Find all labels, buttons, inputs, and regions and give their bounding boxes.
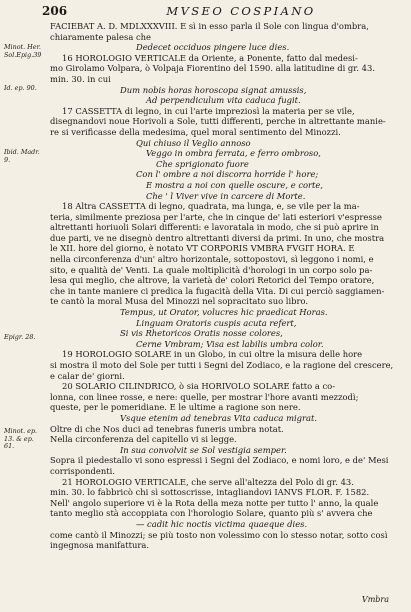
text-line: e calar de' giorni. bbox=[50, 370, 125, 381]
text-line: Oltre di che Nos duci ad tenebras funeris umbra notat. bbox=[50, 423, 284, 434]
margin-note: Epigr. 28. bbox=[4, 333, 36, 341]
text-line: tanto meglio stà accoppiata con l'horologio Solare, quanto più s' avvera che bbox=[50, 508, 373, 519]
text-line: Nell' angolo superiore vi è la Rota della meza notte per tutto l' anno, la quale bbox=[50, 497, 379, 508]
text-line: Nella circonferenza del capitello vi si legge. bbox=[50, 434, 237, 445]
text-line: sito, e qualità de' Venti. La quale moltiplicità d'horologi in un corpo solo pa- bbox=[50, 264, 373, 275]
text-line: corrispondenti. bbox=[50, 465, 115, 476]
text-line: chiaramente palesa che bbox=[50, 31, 152, 42]
catchword: Vmbra bbox=[361, 595, 389, 605]
margin-note: Minot. Her. Sol.Epig.39 bbox=[4, 43, 42, 59]
verse-line: Veggo in ombra ferrata, e ferro ombroso, bbox=[146, 148, 321, 159]
text-line: min. 30. lo fabbricò chi sì sottoscrisse, intagliandovi IANVS FLOR. F. 1582. bbox=[50, 487, 370, 498]
text-line: lesa qui meglio, che altrove, la varietà de' colori Retorici del Tempo oratore, bbox=[50, 275, 375, 286]
verse-line: Qui chiuso il Veglio annoso bbox=[136, 137, 251, 148]
verse-line: Linguam Oratoris cuspis acuta refert, bbox=[136, 317, 297, 328]
text-line: re si verificasse della medesima, quel moral sentimento del Minozzi. bbox=[50, 126, 341, 137]
text-body bbox=[50, 21, 400, 551]
text-line: 16 HOROLOGIO VERTICALE da Oriente, a Ponente, fatto dal medesi- bbox=[62, 52, 358, 63]
verse-line: — cadit hic noctis victima quaeque dies. bbox=[136, 518, 308, 529]
text-line: nella circonferenza d'un' altro horizontale, sottopostovi, sì leggono i nomi, e bbox=[50, 254, 374, 265]
verse-line: Vsque etenim ad tenebras Vita caduca migrat. bbox=[120, 412, 318, 423]
text-line: 19 HOROLOGIO SOLARE in un Globo, in cui oltre la misura delle hore bbox=[62, 349, 363, 360]
text-line: teria, similmente preziosa per l'arte, che in cinque de' lati esteriori v'espresse bbox=[50, 211, 382, 222]
text-line: 21 HOROLOGIO VERTICALE, che serve all'altezza del Polo di gr. 43. bbox=[62, 476, 354, 487]
text-line: che in tante maniere ci predica la fugacità della Vita. Di cui perciò saggiamen- bbox=[50, 285, 385, 296]
verse-line: E mostra a noi con quelle oscure, e corte, bbox=[146, 179, 324, 190]
verse-line: Si vis Rhetoricos Oratis nosse colores, bbox=[120, 328, 283, 339]
verse-line: Che sprigionato fuore bbox=[156, 158, 249, 169]
running-title: MVSEO COSPIANO bbox=[166, 4, 316, 18]
text-line: ingegnosa manifattura. bbox=[50, 540, 150, 551]
page-header bbox=[30, 6, 392, 20]
text-line: min. 30. in cui bbox=[50, 73, 111, 84]
text-line: te cantò la moral Musa del Minozzi nel sopracitato suo libro. bbox=[50, 296, 309, 307]
verse-line: Cerne Vmbram; Visa est labilis umbra color. bbox=[136, 338, 324, 349]
text-line: 20 SOLARIO CILINDRICO, ò sia HORIVOLO SOLARE fatto a co- bbox=[62, 381, 336, 392]
text-line: disegnandovi noue Horivoli a Sole, tutti differenti, perche in altrettante manie- bbox=[50, 116, 386, 127]
text-line: altrettanti horiuoli Solari differenti: e lavoratala in modo, che si può aprire in bbox=[50, 222, 379, 233]
text-line: 17 CASSETTA di legno, in cui l'arte impreziosì la materia per se vile, bbox=[62, 105, 355, 116]
text-line: Sopra il piedestallo vi sono espressi i Segni del Zodiaco, e nomi loro, e de' Mesi bbox=[50, 455, 389, 466]
margin-note: Ibid. Madr. 9. bbox=[4, 148, 40, 164]
verse-line: Tempus, ut Orator, volucres hic praedicat Horas. bbox=[120, 307, 328, 318]
page-number: 206 bbox=[42, 4, 68, 18]
text-line: queste, per le pomeridiane. E le ultime a ragione son nere. bbox=[50, 402, 301, 413]
verse-line: Dum nobis horas horoscopa signat amussis, bbox=[120, 84, 307, 95]
margin-note: Minot. ep. 13. & ep. 61. bbox=[4, 427, 38, 451]
verse-line: Con l' ombre a noi discorra horride l' hore; bbox=[136, 169, 319, 180]
verse-line: Dedecet occiduos pingere luce dies. bbox=[136, 42, 290, 53]
text-line: lonna, con linee rosse, e nere: quelle, per mostrar l'hore avanti mezzodì; bbox=[50, 391, 359, 402]
text-line: 18 Altra CASSETTA di legno, quadrata, ma lunga, e, se vile per la ma- bbox=[62, 201, 360, 212]
text-line: come cantò il Minozzi; se più tosto non volessimo con lo stesso notar, sotto così bbox=[50, 529, 388, 540]
text-line: si mostra il moto del Sole per tutti i Segni del Zodiaco, e la ragione del crescere, bbox=[50, 360, 394, 370]
text-line: due parti, ve ne disegnò dentro altrettanti diversi da primi. In uno, che mostra bbox=[50, 232, 385, 243]
verse-line: Ad perpendiculum vita caduca fugit. bbox=[146, 95, 301, 106]
margin-note: Id. ep. 90. bbox=[4, 84, 37, 92]
text-line: FACIEBAT A. D. MDLXXXVIII. E sì in esso parla il Sole con lingua d'ombra, bbox=[50, 21, 369, 31]
text-line: le XII. hore del giorno, è notato VT CORPORIS VMBRA FVGIT HORA. E bbox=[50, 243, 355, 254]
text-line: mo Girolamo Volpara, ò Volpaja Fiorentino del 1590. alla latitudine di gr. 43. bbox=[50, 63, 376, 74]
verse-line: Che ' l Viver vive in carcere di Morte. bbox=[146, 190, 306, 201]
verse-line: In sua convolvit se Sol vestigia semper. bbox=[120, 444, 287, 455]
